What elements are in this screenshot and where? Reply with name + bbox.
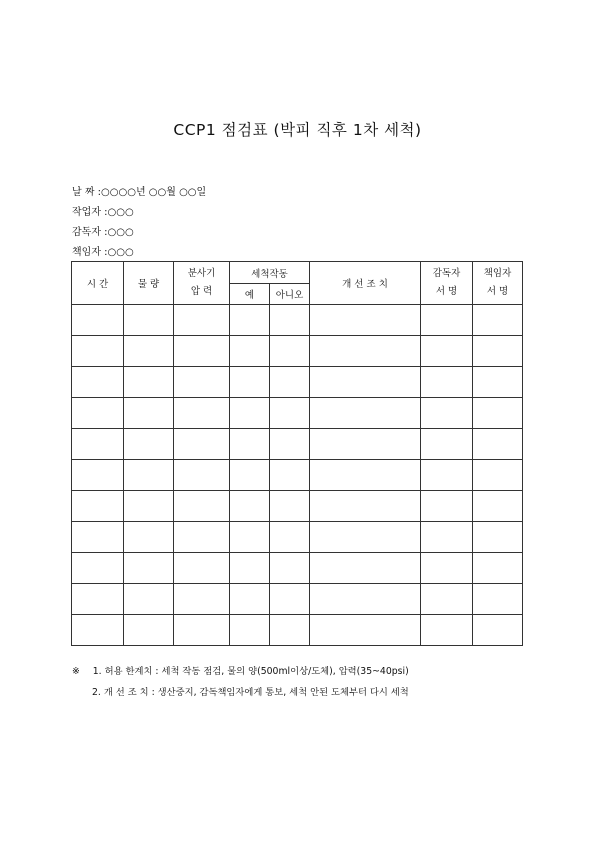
table-cell[interactable] xyxy=(270,553,310,584)
table-cell[interactable] xyxy=(230,429,270,460)
table-cell[interactable] xyxy=(421,336,473,367)
table-cell[interactable] xyxy=(421,553,473,584)
table-cell[interactable] xyxy=(124,305,174,336)
note-1-text: 1. 허용 한계치 : 세척 작동 점검, 물의 양(500ml이상/도체), 압력(35~40psi) xyxy=(92,666,409,677)
note-line-1 xyxy=(72,663,409,677)
table-cell[interactable] xyxy=(473,460,523,491)
header-manager-sign xyxy=(473,262,523,305)
header-corrective-action: 개 선 조 치 xyxy=(310,262,421,305)
manager-line xyxy=(72,243,134,258)
table-cell[interactable] xyxy=(230,336,270,367)
table-cell[interactable] xyxy=(310,367,421,398)
manager-label: 책임자 : xyxy=(72,247,108,258)
table-cell[interactable] xyxy=(230,491,270,522)
table-cell[interactable] xyxy=(473,584,523,615)
table-cell[interactable] xyxy=(124,522,174,553)
table-cell[interactable] xyxy=(421,367,473,398)
table-cell[interactable] xyxy=(72,615,124,646)
table-cell[interactable] xyxy=(174,305,230,336)
table-cell[interactable] xyxy=(230,398,270,429)
table-cell[interactable] xyxy=(473,429,523,460)
table-cell[interactable] xyxy=(270,522,310,553)
table-cell[interactable] xyxy=(421,429,473,460)
worker-label: 작업자 : xyxy=(72,207,108,218)
table-cell[interactable] xyxy=(310,429,421,460)
header-manager-line1: 책임자 xyxy=(483,267,512,279)
table-cell[interactable] xyxy=(230,305,270,336)
table-cell[interactable] xyxy=(174,522,230,553)
table-cell[interactable] xyxy=(473,553,523,584)
note-line-2 xyxy=(92,684,409,698)
table-row xyxy=(72,584,523,615)
supervisor-line xyxy=(72,223,134,238)
table-cell[interactable] xyxy=(174,460,230,491)
table-row xyxy=(72,398,523,429)
header-yes: 예 xyxy=(230,284,270,305)
table-cell[interactable] xyxy=(473,398,523,429)
table-cell[interactable] xyxy=(124,553,174,584)
supervisor-value: ○○○ xyxy=(107,227,134,238)
table-cell[interactable] xyxy=(270,367,310,398)
table-cell[interactable] xyxy=(310,553,421,584)
table-cell[interactable] xyxy=(124,584,174,615)
table-row xyxy=(72,491,523,522)
header-wash-operation: 세척작동 xyxy=(230,262,310,284)
worker-line xyxy=(72,203,134,218)
table-cell[interactable] xyxy=(72,584,124,615)
table-cell[interactable] xyxy=(174,429,230,460)
table-cell[interactable] xyxy=(124,336,174,367)
table-row xyxy=(72,305,523,336)
table-cell[interactable] xyxy=(230,522,270,553)
table-cell[interactable] xyxy=(270,460,310,491)
table-cell[interactable] xyxy=(230,553,270,584)
table-cell[interactable] xyxy=(124,367,174,398)
table-cell[interactable] xyxy=(72,336,124,367)
table-cell[interactable] xyxy=(270,398,310,429)
table-cell[interactable] xyxy=(230,584,270,615)
table-cell[interactable] xyxy=(174,553,230,584)
table-cell[interactable] xyxy=(270,429,310,460)
table-cell[interactable] xyxy=(72,305,124,336)
table-cell[interactable] xyxy=(124,429,174,460)
table-cell[interactable] xyxy=(72,522,124,553)
header-time: 시 간 xyxy=(72,262,124,305)
note-mark: ※ xyxy=(72,666,80,677)
table-cell[interactable] xyxy=(174,615,230,646)
table-cell[interactable] xyxy=(72,429,124,460)
table-cell[interactable] xyxy=(174,584,230,615)
table-row xyxy=(72,460,523,491)
table-cell[interactable] xyxy=(473,491,523,522)
table-cell[interactable] xyxy=(421,615,473,646)
table-cell[interactable] xyxy=(230,460,270,491)
table-cell[interactable] xyxy=(174,398,230,429)
table-cell[interactable] xyxy=(72,491,124,522)
table-cell[interactable] xyxy=(421,305,473,336)
inspection-table xyxy=(71,261,523,646)
date-label: 날 짜 : xyxy=(72,187,102,198)
table-cell[interactable] xyxy=(174,336,230,367)
table-cell[interactable] xyxy=(270,336,310,367)
table-cell[interactable] xyxy=(310,398,421,429)
table-cell[interactable] xyxy=(270,491,310,522)
table-row xyxy=(72,429,523,460)
header-supervisor-line2: 서 명 xyxy=(435,286,458,297)
date-value: ○○○○년 ○○월 ○○일 xyxy=(101,187,207,198)
table-cell[interactable] xyxy=(473,305,523,336)
table-cell[interactable] xyxy=(310,584,421,615)
header-water: 물 량 xyxy=(124,262,174,305)
header-no: 아니오 xyxy=(270,284,310,305)
table-cell[interactable] xyxy=(124,398,174,429)
table-cell[interactable] xyxy=(473,522,523,553)
header-manager-line2: 서 명 xyxy=(486,286,509,297)
table-cell[interactable] xyxy=(230,367,270,398)
table-cell[interactable] xyxy=(72,553,124,584)
note-2-text: 2. 개 선 조 치 : 생산중지, 감독책임자에게 통보, 세척 안된 도체부터 다시 세척 xyxy=(92,687,409,698)
table-cell[interactable] xyxy=(473,336,523,367)
table-cell[interactable] xyxy=(310,305,421,336)
table-cell[interactable] xyxy=(270,584,310,615)
table-cell[interactable] xyxy=(174,367,230,398)
header-sprayer-pressure xyxy=(174,262,230,305)
table-cell[interactable] xyxy=(270,615,310,646)
table-cell[interactable] xyxy=(310,522,421,553)
table-row xyxy=(72,336,523,367)
table-cell[interactable] xyxy=(72,460,124,491)
header-supervisor-sign xyxy=(421,262,473,305)
table-cell[interactable] xyxy=(421,584,473,615)
date-line xyxy=(72,183,206,198)
table-cell[interactable] xyxy=(421,460,473,491)
table-cell[interactable] xyxy=(124,491,174,522)
table-row xyxy=(72,615,523,646)
table-cell[interactable] xyxy=(421,522,473,553)
table-cell[interactable] xyxy=(421,491,473,522)
supervisor-label: 감독자 : xyxy=(72,227,108,238)
page-title: CCP1 점검표 (박피 직후 1차 세척) xyxy=(173,121,422,139)
table-cell[interactable] xyxy=(72,398,124,429)
table-row xyxy=(72,553,523,584)
table-cell[interactable] xyxy=(473,367,523,398)
table-cell[interactable] xyxy=(124,615,174,646)
table-cell[interactable] xyxy=(421,398,473,429)
worker-value: ○○○ xyxy=(107,207,134,218)
table-cell[interactable] xyxy=(230,615,270,646)
manager-value: ○○○ xyxy=(107,247,134,258)
table-cell[interactable] xyxy=(310,615,421,646)
table-cell[interactable] xyxy=(310,460,421,491)
header-sprayer-line1: 분사기 xyxy=(187,267,216,279)
table-cell[interactable] xyxy=(473,615,523,646)
table-cell[interactable] xyxy=(310,491,421,522)
header-supervisor-line1: 감독자 xyxy=(432,267,461,279)
table-cell[interactable] xyxy=(124,460,174,491)
table-cell[interactable] xyxy=(174,491,230,522)
table-cell[interactable] xyxy=(72,367,124,398)
table-row xyxy=(72,522,523,553)
table-cell[interactable] xyxy=(310,336,421,367)
table-row xyxy=(72,367,523,398)
table-cell[interactable] xyxy=(270,305,310,336)
header-sprayer-line2: 압 력 xyxy=(190,286,213,297)
